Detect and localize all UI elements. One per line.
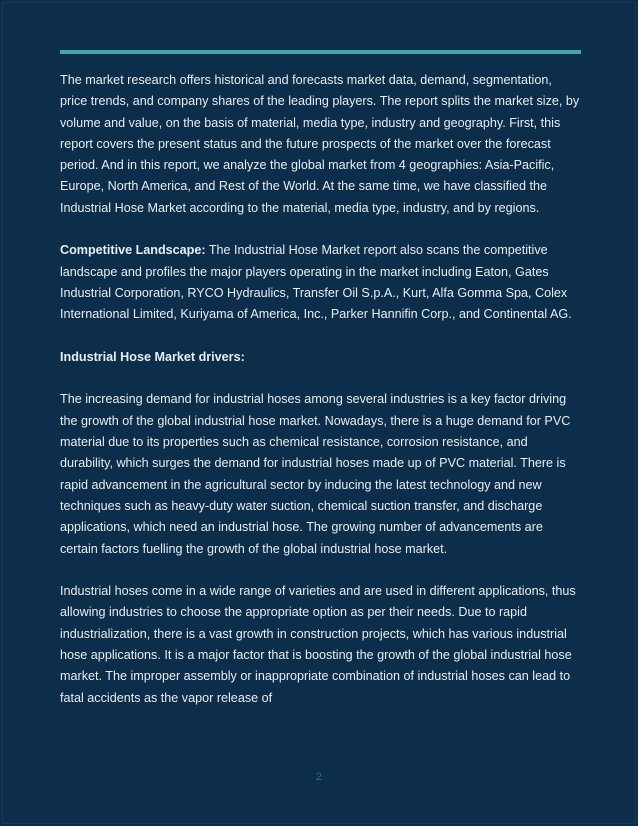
drivers-paragraph-2: Industrial hoses come in a wide range of varieties and are used in different applications, thus allowing industries to choose the appropriate option as per their needs. Due to rapid industrialization, there is a vast growth in construction projects, which has various industrial hose applications. It is a major factor that is boosting the growth of the global industrial hose market. The improper assembly or inappropriate combination of industrial hoses can lead to fatal accidents as the vapor release of bbox=[60, 584, 576, 705]
competitive-landscape-text: The Industrial Hose Market report also scans the competitive landscape and profiles the major players operating in the market including Eaton, Gates Industrial Corporation, RYCO Hydraulics, Transfer Oil S.p.A., Kurt, Alfa Gomma Spa, Colex International Limited, Kuriyama of America, Inc., Parker Hannifin Corp., and Continental AG. bbox=[60, 243, 572, 322]
accent-rule bbox=[60, 50, 581, 54]
drivers-paragraph-1: The increasing demand for industrial hoses among several industries is a key factor driving the growth of the global industrial hose market. Nowadays, there is a huge demand for PVC material due to its properties such as chemical resistance, corrosion resistance, and durability, which surges the demand for industrial hoses made up of PVC material. There is rapid advancement in the agricultural sector by inducing the latest technology and new techniques such as heavy-duty water suction, chemical suction transfer, and discharge applications, which need an industrial hose. The growing number of advancements are certain factors fuelling the growth of the global industrial hose market. bbox=[60, 392, 571, 556]
intro-paragraph: The market research offers historical and forecasts market data, demand, segmentation, price trends, and company shares of the leading players. The report splits the market size, by volume and value, on the basis of material, media type, industry and geography. First, this report covers the present status and the future prospects of the market over the forecast period. And in this report, we analyze the global market from 4 geographies: Asia-Pacific, Europe, North America, and Rest of the World. At the same time, we have classified the Industrial Hose Market according to the material, media type, industry, and by regions. bbox=[60, 73, 580, 215]
drivers-heading: Industrial Hose Market drivers: bbox=[60, 349, 245, 364]
page-number: 2 bbox=[315, 771, 323, 783]
competitive-landscape-lead: Competitive Landscape: bbox=[60, 243, 206, 258]
competitive-landscape-paragraph bbox=[60, 240, 580, 325]
page-content bbox=[60, 70, 580, 730]
